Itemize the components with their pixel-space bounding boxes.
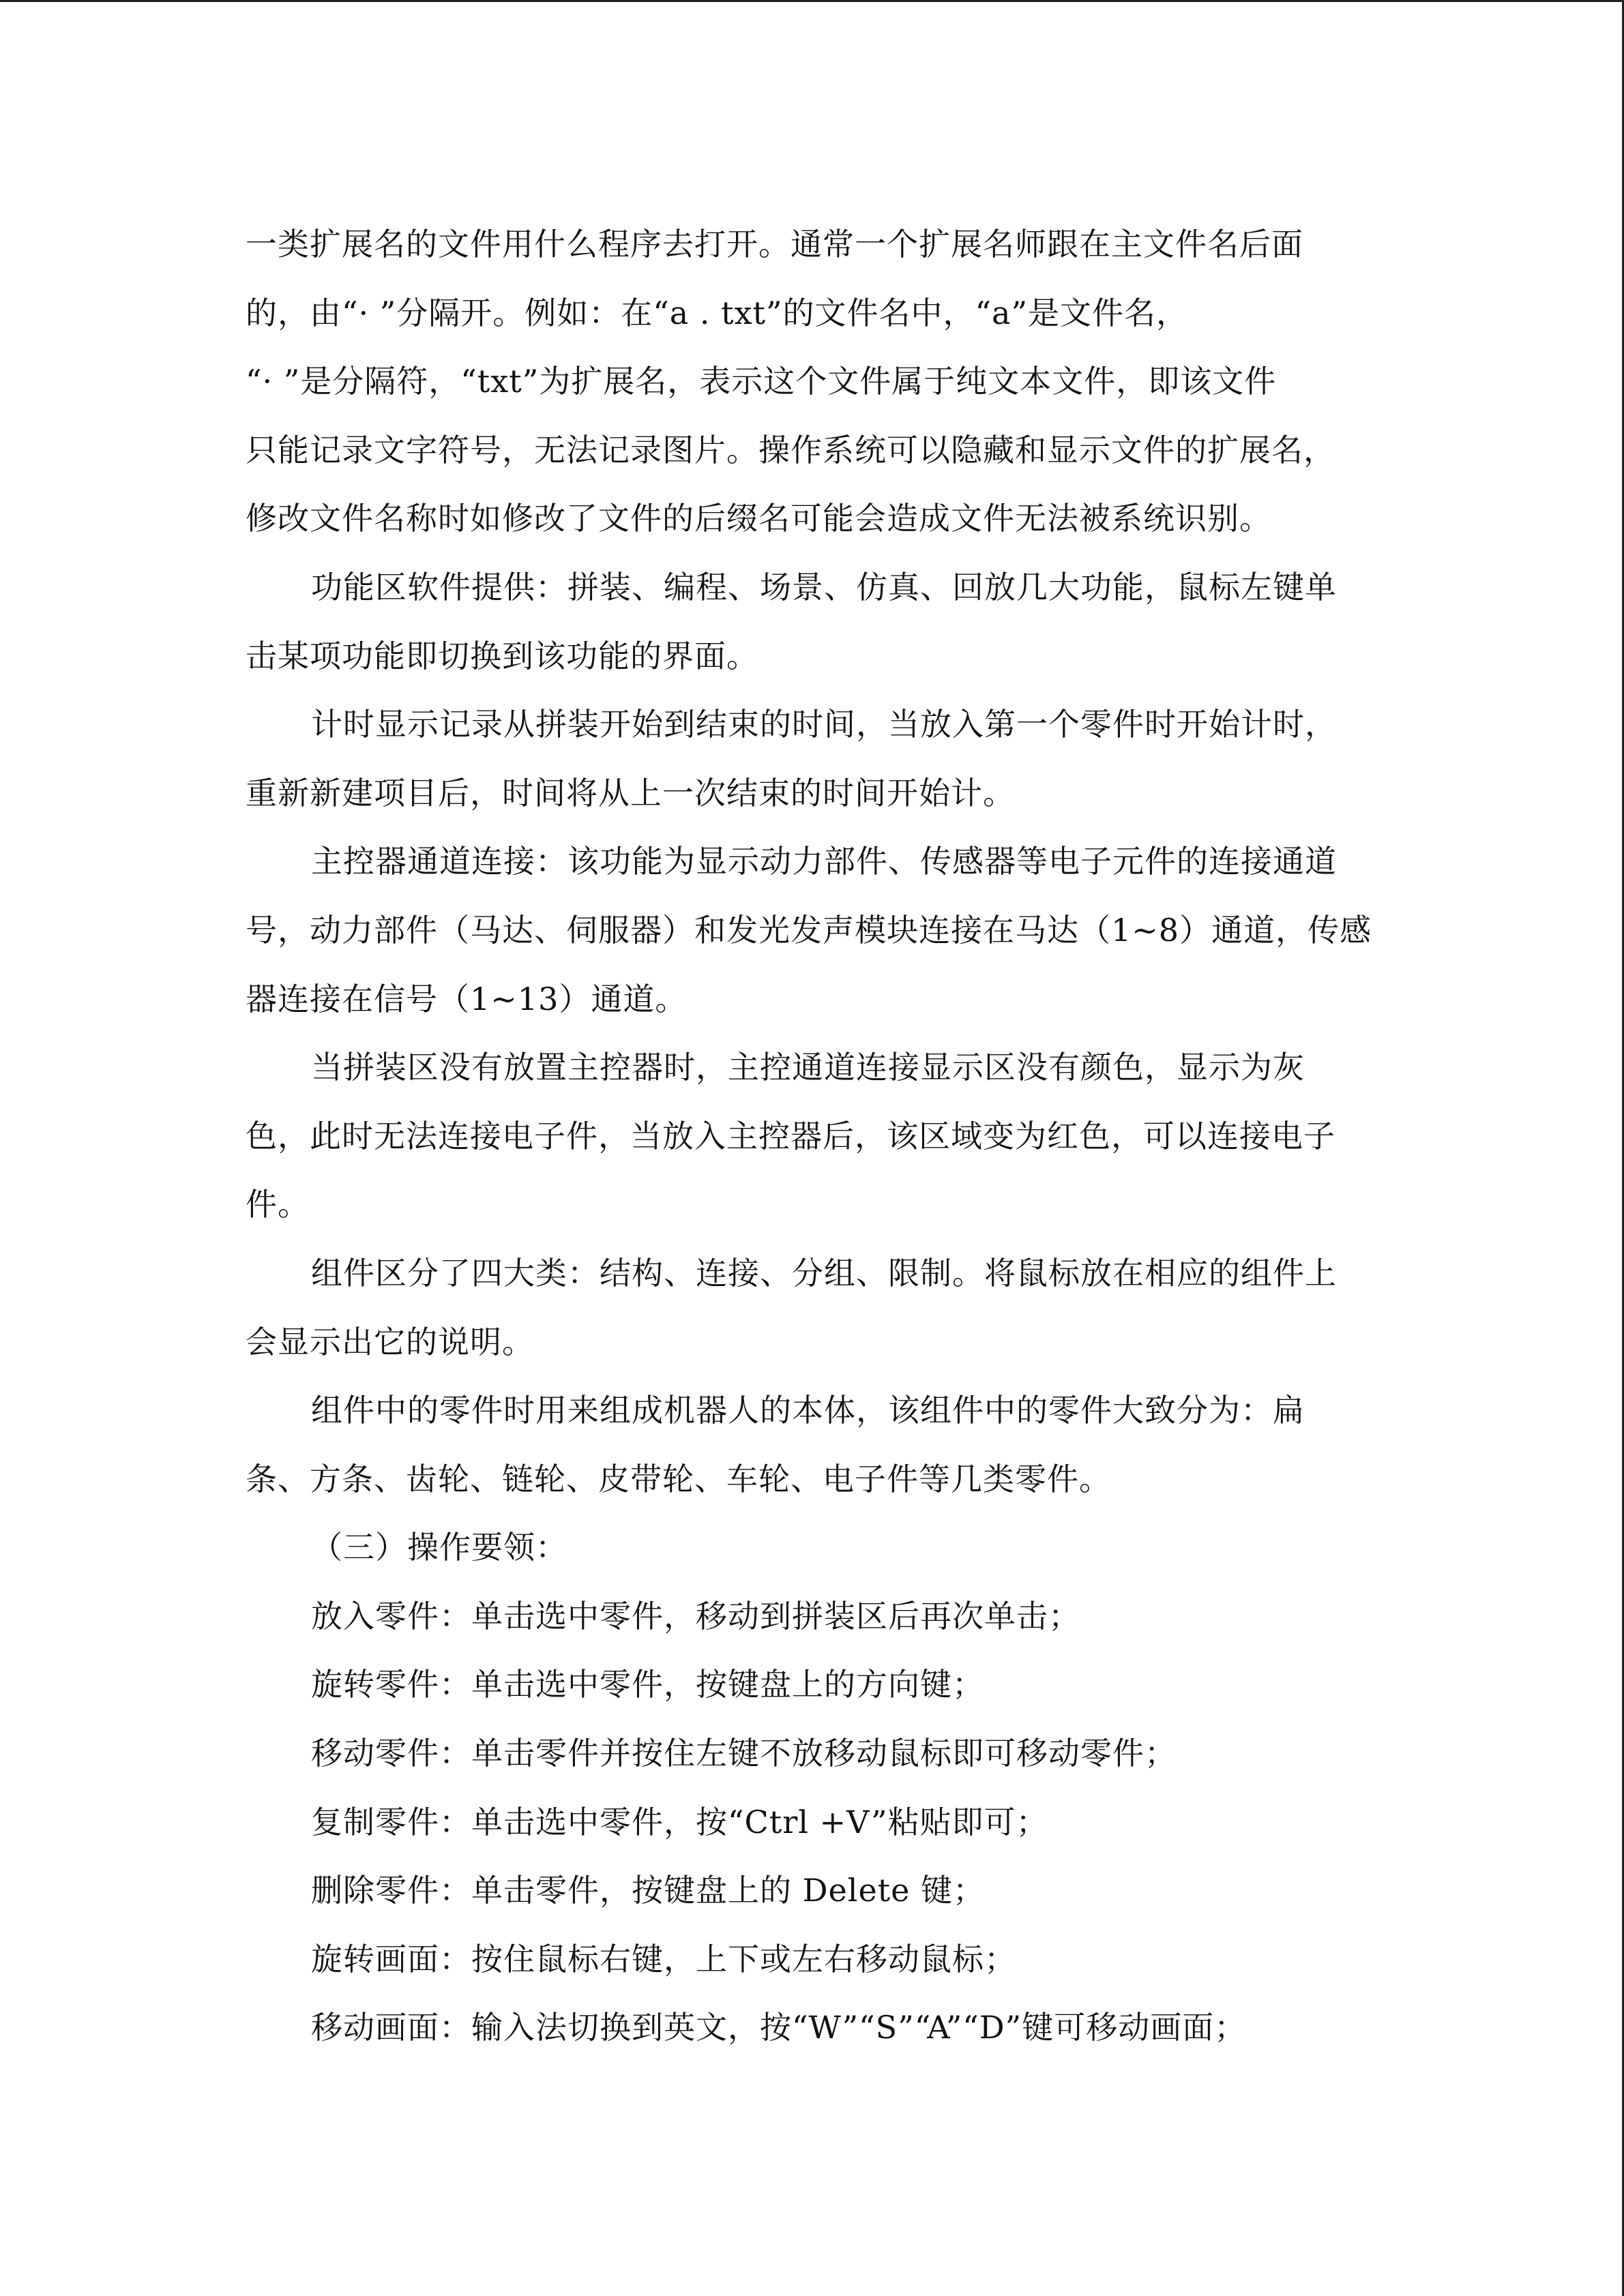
text-line: 只能记录文字符号，无法记录图片。操作系统可以隐藏和显示文件的扩展名，: [246, 431, 1335, 468]
text-line: 器连接在信号（1~13）通道。: [246, 980, 688, 1017]
text-line: 一类扩展名的文件用什么程序去打开。通常一个扩展名师跟在主文件名后面: [246, 226, 1303, 263]
text-line: 号，动力部件（马达、伺服器）和发光发声模块连接在马达（1~8）通道，传感: [246, 911, 1372, 949]
text-line: 击某项功能即切换到该功能的界面。: [246, 637, 758, 674]
text-line: 的，由“· ”分隔开。例如：在“a . txt”的文件名中，“a”是文件名，: [246, 294, 1188, 331]
text-line: 移动零件：单击零件并按住左键不放移动鼠标即可移动零件；: [311, 1735, 1177, 1772]
text-line: 会显示出它的说明。: [246, 1323, 534, 1360]
text-line: “· ”是分隔符，“txt”为扩展名，表示这个文件属于纯文本文件，即该文件: [246, 363, 1277, 400]
text-line: 主控器通道连接：该功能为显示动力部件、传感器等电子元件的连接通道: [311, 843, 1337, 880]
text-line: 条、方条、齿轮、链轮、皮带轮、车轮、电子件等几类零件。: [246, 1460, 1111, 1497]
text-line: 重新新建项目后，时间将从上一次结束的时间开始计。: [246, 774, 1015, 811]
document-page: [246, 210, 1378, 2062]
text-line: 复制零件：单击选中零件，按“Ctrl +V”粘贴即可；: [311, 1803, 1048, 1840]
text-line: 组件区分了四大类：结构、连接、分组、限制。将鼠标放在相应的组件上: [311, 1254, 1337, 1292]
text-line: （三）操作要领：: [311, 1529, 567, 1566]
text-line: 功能区软件提供：拼装、编程、场景、仿真、回放几大功能，鼠标左键单: [311, 568, 1337, 606]
text-line: 件。: [246, 1186, 310, 1223]
text-line: 当拼装区没有放置主控器时，主控通道连接显示区没有颜色，显示为灰: [311, 1049, 1305, 1086]
text-line: 色，此时无法连接电子件，当放入主控器后，该区域变为红色，可以连接电子: [246, 1117, 1335, 1154]
text-line: 组件中的零件时用来组成机器人的本体，该组件中的零件大致分为：扁: [311, 1392, 1305, 1429]
page-border-top: [0, 0, 1624, 2]
text-line: 放入零件：单击选中零件，移动到拼装区后再次单击；: [311, 1597, 1080, 1635]
text-line: 移动画面：输入法切换到英文，按“W”“S”“A”“D”键可移动画面；: [311, 2009, 1247, 2046]
text-line: 旋转零件：单击选中零件，按键盘上的方向键；: [311, 1666, 984, 1703]
text-line: 计时显示记录从拼装开始到结束的时间，当放入第一个零件时开始计时，: [311, 706, 1337, 743]
text-line: 修改文件名称时如修改了文件的后缀名可能会造成文件无法被系统识别。: [246, 500, 1271, 537]
text-line: 删除零件：单击零件，按键盘上的 Delete 键；: [311, 1872, 985, 1909]
text-line: 旋转画面：按住鼠标右键，上下或左右移动鼠标；: [311, 1940, 1016, 1978]
